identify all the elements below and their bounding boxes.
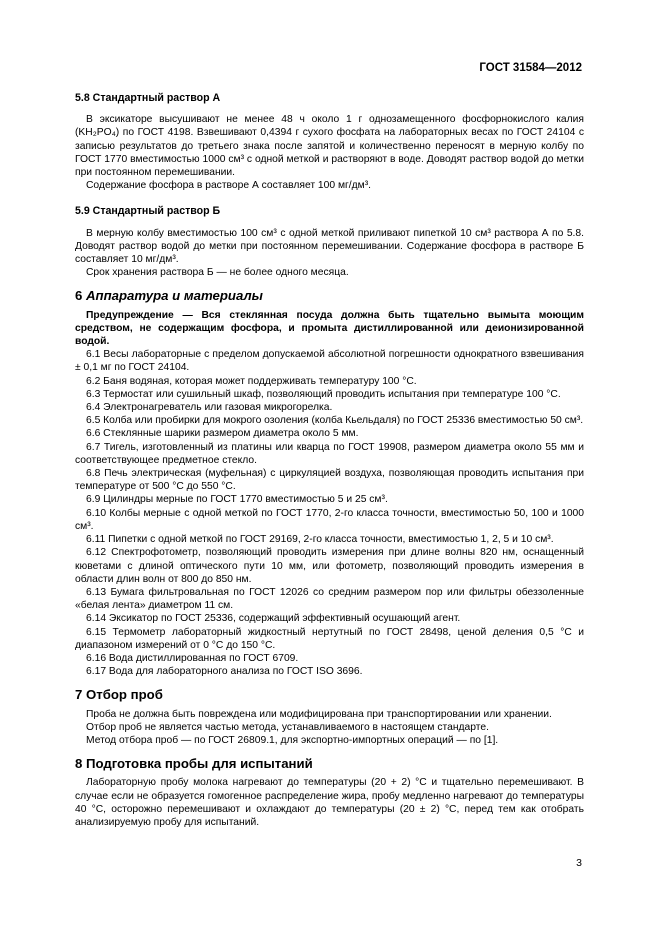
section-6-item: 6.2 Баня водяная, которая может поддерживать температуру 100 °C. xyxy=(86,375,417,387)
section-6-item: 6.12 Спектрофотометр, позволяющий проводить измерения при длине волны 820 нм, оснащенный кюветами с длиной оптического пути 10 мм, или фотометр, позволяющий проводить измерения в области длин волн от 800 до 850 нм. xyxy=(75,547,584,585)
section-6-item: 6.14 Эксикатор по ГОСТ 25336, содержащий эффективный осушающий агент. xyxy=(86,613,461,625)
section-7-paragraph-1: Проба не должна быть повреждена или модифицирована при транспортировании или хранении. xyxy=(86,708,552,720)
section-7-paragraph-3: Метод отбора проб — по ГОСТ 26809.1, для экспортно-импортных операций — по [1]. xyxy=(86,734,499,746)
section-7-paragraph-2: Отбор проб не является частью метода, устанавливаемого в настоящем стандарте. xyxy=(86,721,489,733)
section-6-item: 6.1 Весы лабораторные с пределом допускаемой абсолютной погрешности однократного взвешивания ± 0,1 мг по ГОСТ 24104. xyxy=(75,349,584,374)
section-5-8-paragraph-2: Содержание фосфора в растворе А составляет 100 мг/дм³. xyxy=(86,180,372,192)
section-6-item: 6.9 Цилиндры мерные по ГОСТ 1770 вместимостью 5 и 25 см³. xyxy=(86,494,388,506)
section-8-paragraph-1: Лабораторную пробу молока нагревают до температуры (20 + 2) °C и тщательно перемешивают. В случае если не образуется гомогенное распределение жира, пробу медленно нагревают до температуры 40 °C, осторожно перемешивают и охлаждают до температуры (20 ± 2) °C, перед тем как отобрать анализируемую пробу для испытаний. xyxy=(75,777,584,828)
section-5-8-title: 5.8 Стандартный раствор А xyxy=(75,92,221,104)
page-number: 3 xyxy=(576,857,582,869)
section-6-list xyxy=(75,348,584,678)
section-6-item: 6.11 Пипетки с одной меткой по ГОСТ 29169, 2-го класса точности, вместимостью 1, 2, 5 и 10 см³. xyxy=(86,534,554,546)
page-content xyxy=(75,88,584,829)
section-6-item: 6.4 Электронагреватель или газовая микрогорелка. xyxy=(86,402,333,414)
section-6-title-number: 6 xyxy=(75,288,86,304)
section-6-item: 6.16 Вода дистиллированная по ГОСТ 6709. xyxy=(86,652,299,664)
section-5-9-title: 5.9 Стандартный раствор Б xyxy=(75,205,221,218)
section-8-title: 8 Подготовка пробы для испытаний xyxy=(75,756,313,772)
section-6-item: 6.6 Стеклянные шарики размером диаметра около 5 мм. xyxy=(86,428,359,440)
section-6-item: 6.3 Термостат или сушильный шкаф, позволяющий проводить испытания при температуре 100 °C. xyxy=(86,388,561,400)
section-6-item: 6.7 Тигель, изготовленный из платины или кварца по ГОСТ 19908, размером диаметра около 55 мм и соответствующее предметное стекло. xyxy=(75,441,584,466)
section-6-item: 6.17 Вода для лабораторного анализа по ГОСТ ISO 3696. xyxy=(86,666,363,678)
section-6-item: 6.5 Колба или пробирки для мокрого озоления (колба Кьельдаля) по ГОСТ 25336 вместимостью 50 см³. xyxy=(86,415,584,427)
section-6-item: 6.8 Печь электрическая (муфельная) с циркуляцией воздуха, позволяющая проводить испытания при температуре от 500 °C до 550 °C. xyxy=(75,468,584,493)
page-header-standard: ГОСТ 31584—2012 xyxy=(479,62,582,74)
section-6-title xyxy=(75,289,584,302)
section-6-warning: Предупреждение — Вся стеклянная посуда должна быть тщательно вымыта моющим средством, не содержащим фосфора, и промыта дистиллированной или деионизированной водой. xyxy=(75,309,584,348)
section-7-title: 7 Отбор проб xyxy=(75,687,163,703)
section-5-8-paragraph-1: В эксикаторе высушивают не менее 48 ч около 1 г однозамещенного фосфорнокислого калия (KH₂PO₄) по ГОСТ 4198. Взвешивают 0,4394 г сухого фосфата на лабораторных весах по ГОСТ 24104 с записью результатов до третьего знака после запятой и количественно переносят в мерную колбу по ГОСТ 1770 вместимостью 1000 см³ с одной меткой и растворяют в воде. Доводят раствор водой до метки при постоянном перемешивании. xyxy=(75,114,584,179)
section-6-item: 6.13 Бумага фильтровальная по ГОСТ 12026 со средним размером пор или фильтры обеззоленные «белая лента» диаметром 11 см. xyxy=(75,586,584,612)
section-6-title-text: Аппаратура и материалы xyxy=(86,288,263,304)
section-5-9-paragraph-2: Срок хранения раствора Б — не более одного месяца. xyxy=(86,267,349,279)
section-5-9-paragraph-1: В мерную колбу вместимостью 100 см³ с одной меткой приливают пипеткой 10 см³ раствора А по 5.8. Доводят раствор водой до метки при постоянном перемешивании. Содержание фосфора в растворе Б составляет 10 мг/дм³. xyxy=(75,227,584,266)
section-6-item: 6.10 Колбы мерные с одной меткой по ГОСТ 1770, 2-го класса точности, вместимостью 50, 100 и 1000 см³. xyxy=(75,507,584,532)
section-6-item: 6.15 Термометр лабораторный жидкостный нертутный по ГОСТ 28498, ценой деления 0,5 °C и диапазоном измерений от 0 °C до 150 °C. xyxy=(75,626,584,651)
